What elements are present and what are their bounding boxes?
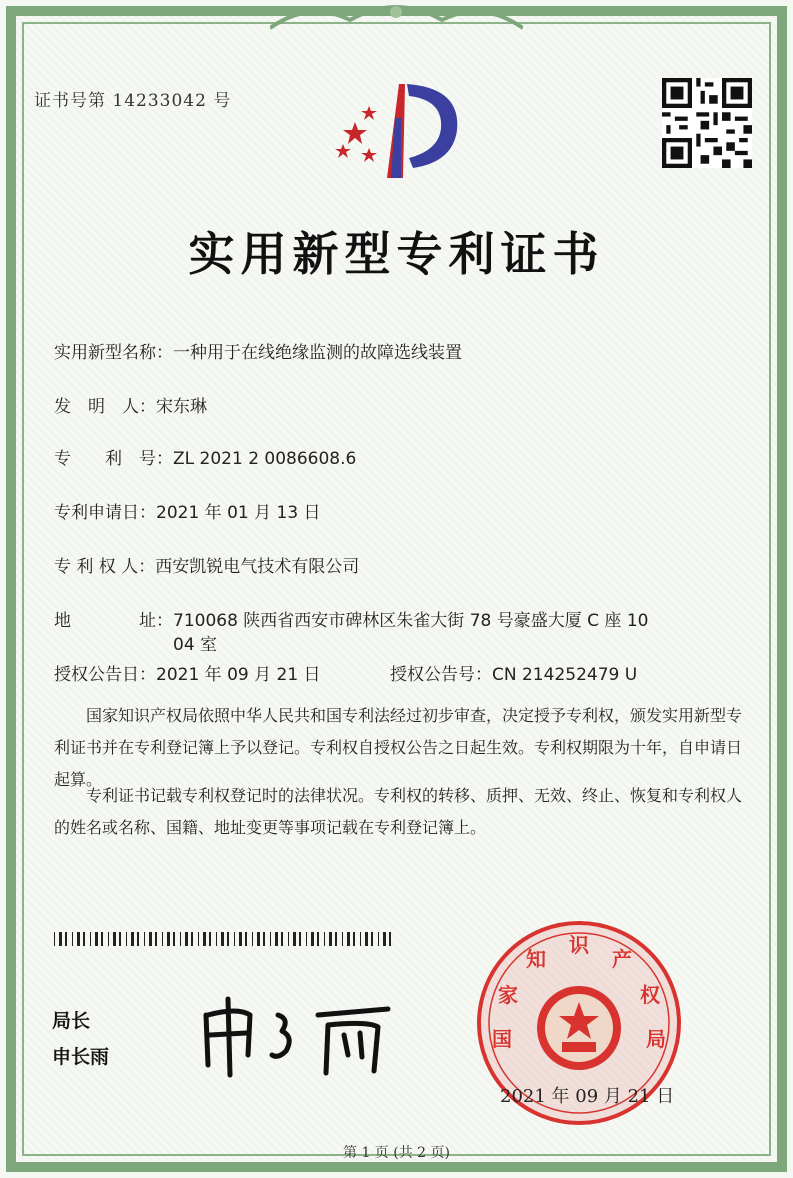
- director-name: 申长雨: [52, 1046, 110, 1068]
- barcode-icon: [54, 932, 394, 946]
- svg-text:识: 识: [569, 933, 589, 957]
- filing-date-label: 专利申请日：: [54, 503, 156, 523]
- filing-date-value: 2021 年 01 月 13 日: [156, 503, 321, 523]
- grant-statement-paragraph: 国家知识产权局依照中华人民共和国专利法经过初步审查，决定授予专利权，颁发实用新型专利证书并在专利登记簿上予以登记。专利权自授权公告之日起生效。专利权期限为十年，自申请日起算。: [54, 706, 743, 789]
- inventor-value: 宋东琳: [156, 397, 207, 417]
- inventor-label: 发 明 人：: [54, 397, 156, 417]
- svg-text:知: 知: [526, 947, 546, 971]
- svg-text:局: 局: [646, 1027, 666, 1051]
- patentee-row: [54, 552, 359, 577]
- patentee-value: 西安凯锐电气技术有限公司: [155, 557, 360, 577]
- director-title: 局长: [52, 1010, 91, 1032]
- top-ornament-icon: [270, 0, 523, 30]
- legal-status-paragraph: 专利证书记载专利权登记时的法律状况。专利权的转移、质押、无效、终止、恢复和专利权人的姓名或名称、国籍、地址变更等事项记载在专利登记簿上。: [54, 786, 743, 837]
- patent-logo-icon: [325, 78, 465, 188]
- address-row: [54, 606, 648, 631]
- svg-text:国: 国: [492, 1027, 512, 1051]
- svg-text:家: 家: [498, 983, 518, 1007]
- seal-date: 2021 年 09 月 21 日: [500, 1086, 675, 1107]
- director-signature-icon: [198, 985, 398, 1080]
- utility-name-row: [54, 338, 462, 363]
- utility-name-label: 实用新型名称：: [54, 343, 173, 363]
- grant-date-row: [54, 660, 321, 685]
- grant-number-value: CN 214252479 U: [492, 665, 638, 685]
- filing-date-row: [54, 498, 321, 523]
- svg-text:权: 权: [640, 983, 660, 1007]
- svg-text:产: 产: [612, 947, 632, 971]
- certificate-number: 证书号第 14233042 号: [34, 91, 232, 111]
- patentee-label: 专 利 权 人：: [54, 557, 156, 577]
- page-footer: 第 1 页 (共 2 页): [343, 1145, 450, 1161]
- utility-name-value: 一种用于在线绝缘监测的故障选线装置: [173, 343, 462, 363]
- patent-number-value: ZL 2021 2 0086608.6: [173, 449, 357, 469]
- grant-number-row: [390, 660, 637, 685]
- grant-date-value: 2021 年 09 月 21 日: [156, 665, 321, 685]
- grant-number-label: 授权公告号：: [390, 665, 492, 685]
- address-value-line1: 710068 陕西省西安市碑林区朱雀大街 78 号豪盛大厦 C 座 10: [173, 611, 649, 631]
- patent-number-label: 专 利 号：: [54, 449, 173, 469]
- address-value-line2: 04 室: [173, 635, 218, 655]
- address-label: 地 址：: [54, 611, 173, 631]
- patent-number-row: [54, 444, 356, 469]
- qr-code-icon: [662, 78, 752, 168]
- grant-date-label: 授权公告日：: [54, 665, 156, 685]
- inventor-row: [54, 392, 207, 417]
- certificate-title: 实用新型专利证书: [188, 227, 605, 281]
